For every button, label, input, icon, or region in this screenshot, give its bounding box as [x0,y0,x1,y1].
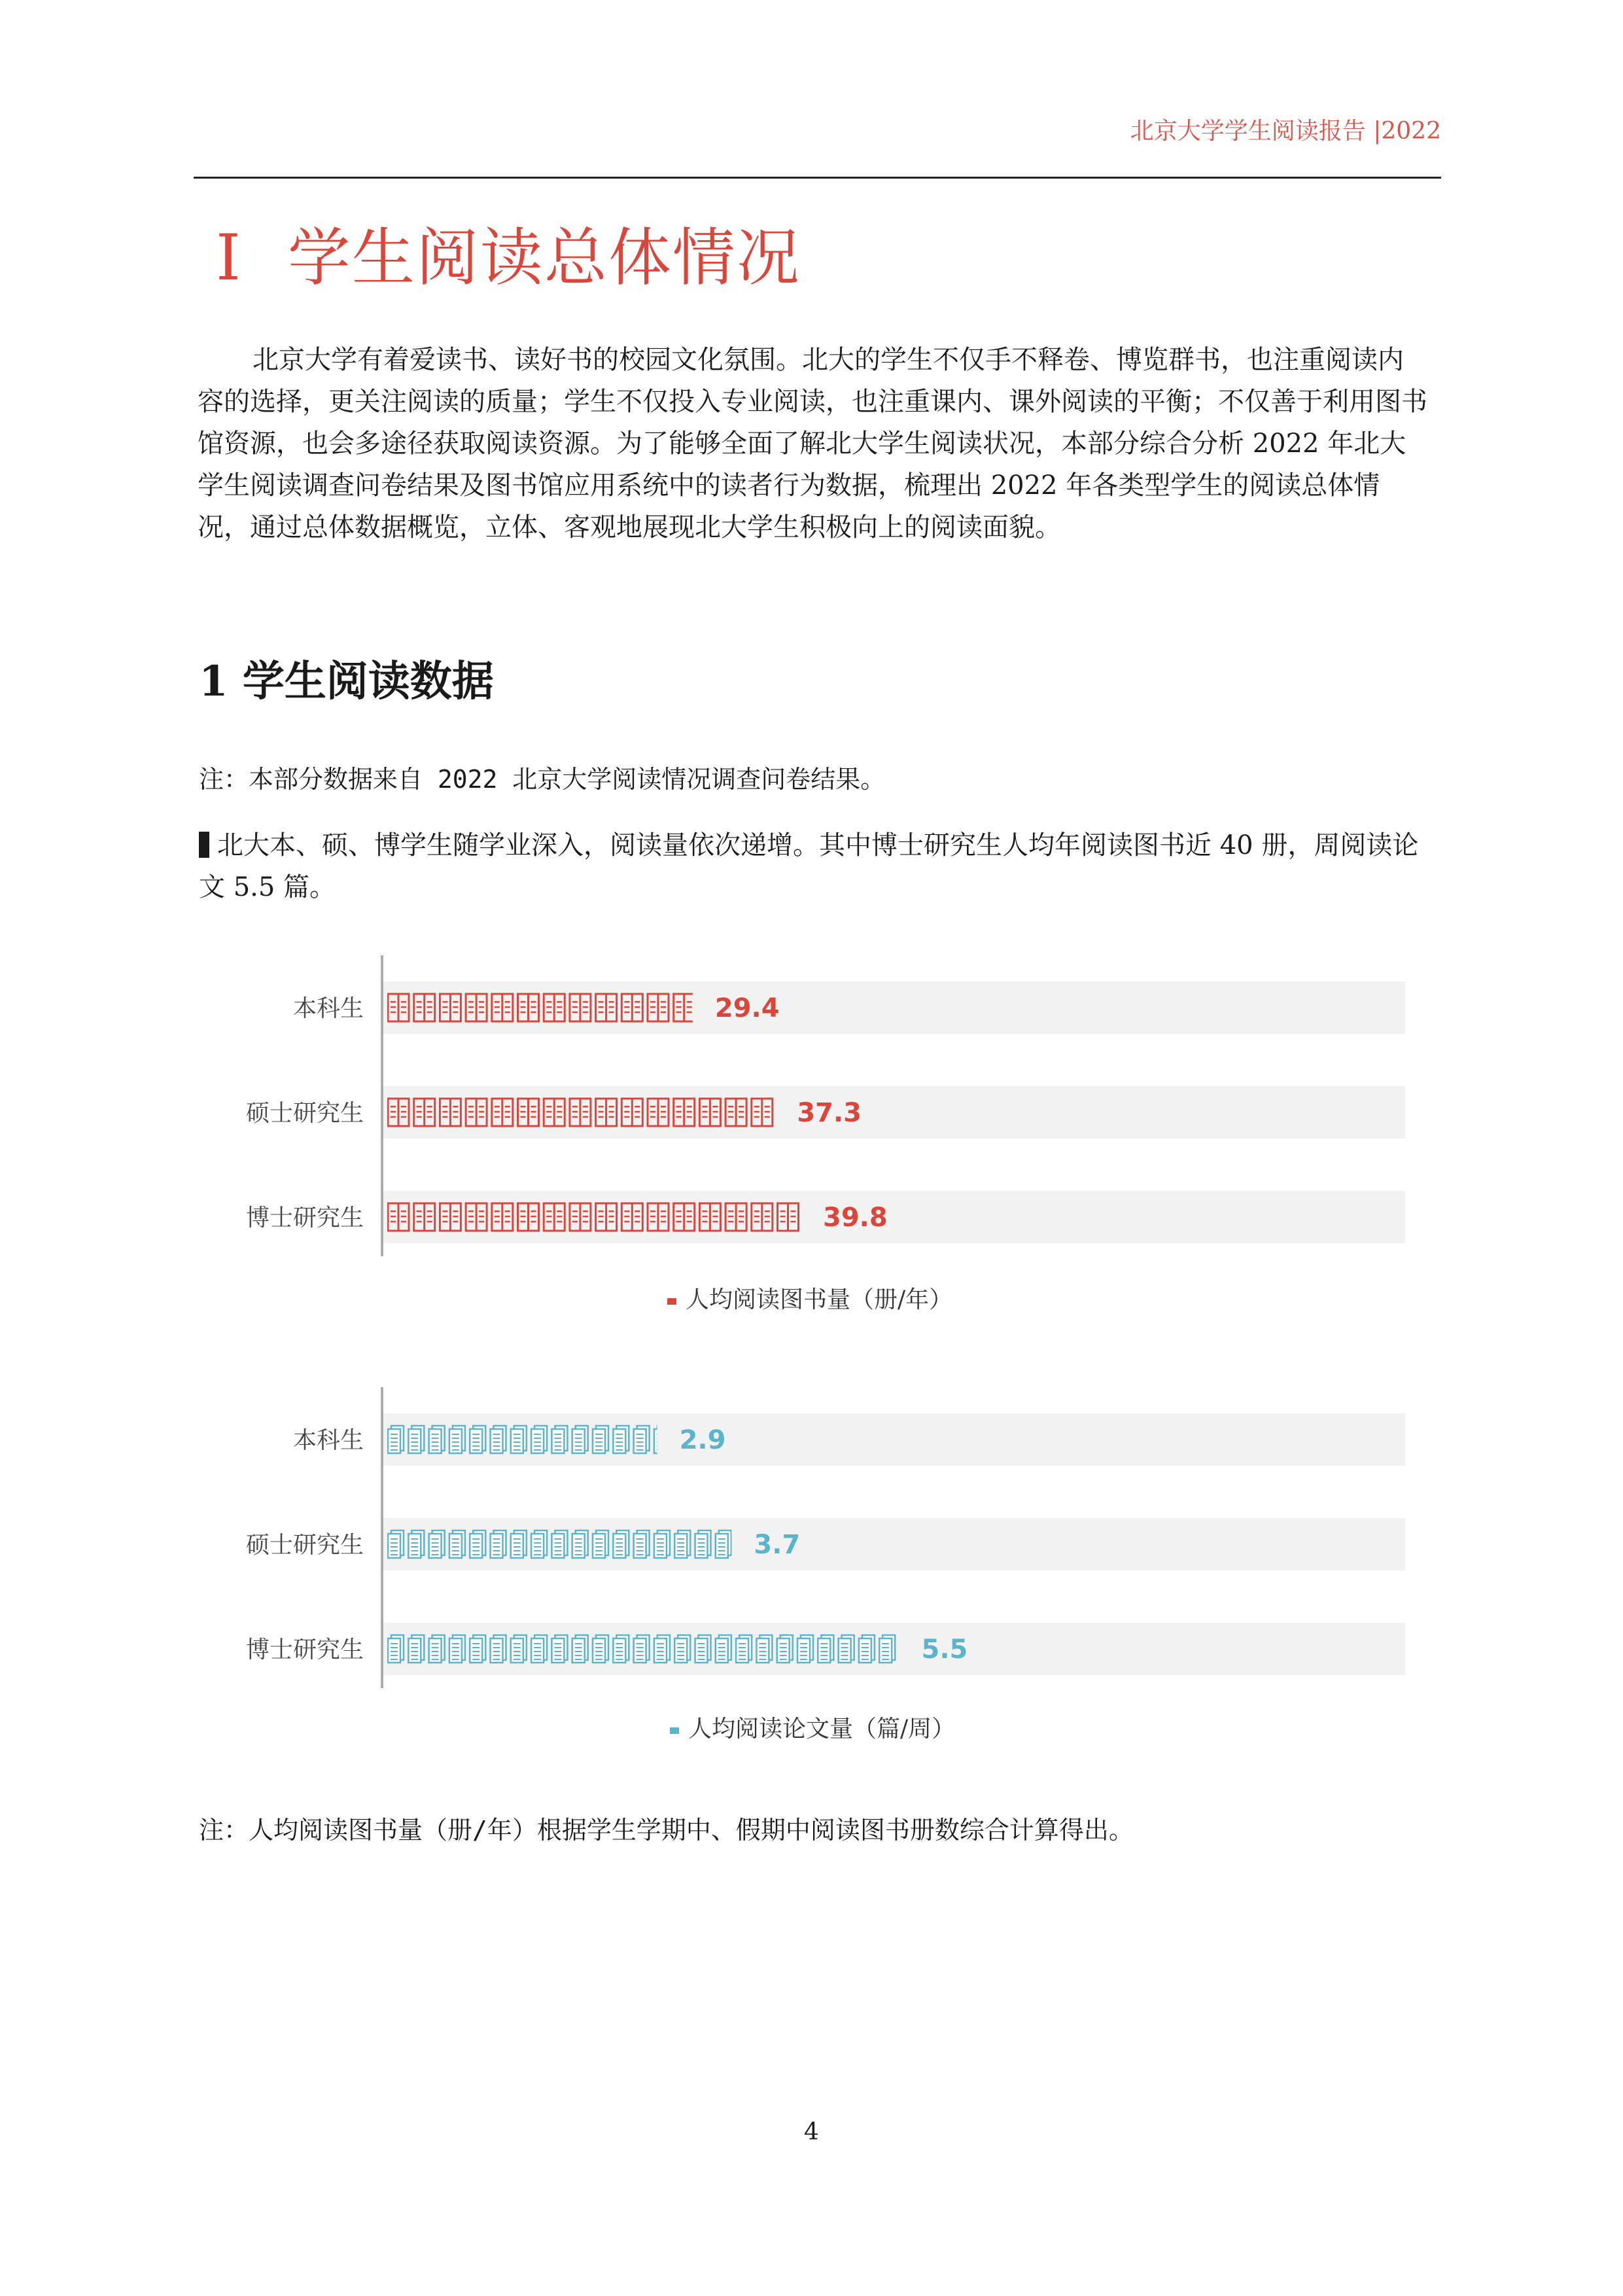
source-note: 注：本部分数据来自 2022 北京大学阅读情况调查问卷结果。 [199,765,886,794]
bar [388,1635,895,1663]
category-label: 博士研究生 [245,1205,364,1231]
chapter-number: I [216,221,242,294]
papers-legend-swatch [670,1727,679,1734]
chapter-title: 学生阅读总体情况 [287,221,801,294]
value-label: 39.8 [823,1203,888,1233]
key-finding [199,824,1429,908]
value-label: 29.4 [714,993,780,1023]
key-finding-text: 北大本、硕、博学生随学业深入，阅读量依次递增。其中博士研究生人均年阅读图书近 40 册，周阅读论文 5.5 篇。 [199,830,1419,902]
intro-paragraph: 北京大学有着爱读书、读好书的校园文化氛围。北大的学生不仅手不释卷、博览群书，也注重阅读内容的选择，更关注阅读的质量；学生不仅投入专业阅读，也注重课内、课外阅读的平衡；不仅善于利用图书馆资源，也会多途径获取阅读资源。为了能够全面了解北大学生阅读状况，本部分综合分析 2022 年北大学生阅读调查问卷结果及图书馆应用系统中的读者行为数据，梳理出 2022 年各类型学生的阅读总体情况，通过总体数据概览，立体、客观地展现北大学生积极向上的阅读面貌。 [198,345,1427,542]
value-label: 2.9 [679,1425,726,1455]
papers-legend-label: 人均阅读论文量（篇/周） [688,1716,956,1742]
category-label: 博士研究生 [245,1636,364,1663]
header-divider [194,177,1441,179]
books-legend-swatch [667,1298,676,1305]
bar-track [383,981,1405,1034]
papers-chart [0,1374,1623,1701]
books-chart [0,942,1623,1269]
page-number: 4 [804,2119,819,2146]
books-legend-label: 人均阅读图书量（册/年） [686,1286,953,1313]
category-label: 硕士研究生 [245,1532,364,1559]
category-label: 本科生 [292,1427,364,1454]
bar-track [383,1191,1405,1243]
bar-track [383,1086,1405,1139]
section-title: 1 学生阅读数据 [199,657,494,706]
calculation-note: 注：人均阅读图书量（册/年）根据学生学期中、假期中阅读图书册数综合计算得出。 [199,1816,1134,1845]
value-label: 3.7 [754,1530,801,1560]
report-header-title: 北京大学学生阅读报告 |2022 [1130,118,1441,145]
chapter-heading [216,208,801,298]
value-label: 37.3 [797,1098,862,1128]
bullet-mark [199,832,209,858]
books-legend [667,1281,952,1315]
bar [388,1530,731,1558]
category-label: 硕士研究生 [245,1100,364,1127]
papers-legend [670,1710,955,1744]
value-label: 5.5 [921,1634,968,1665]
category-label: 本科生 [292,995,364,1022]
